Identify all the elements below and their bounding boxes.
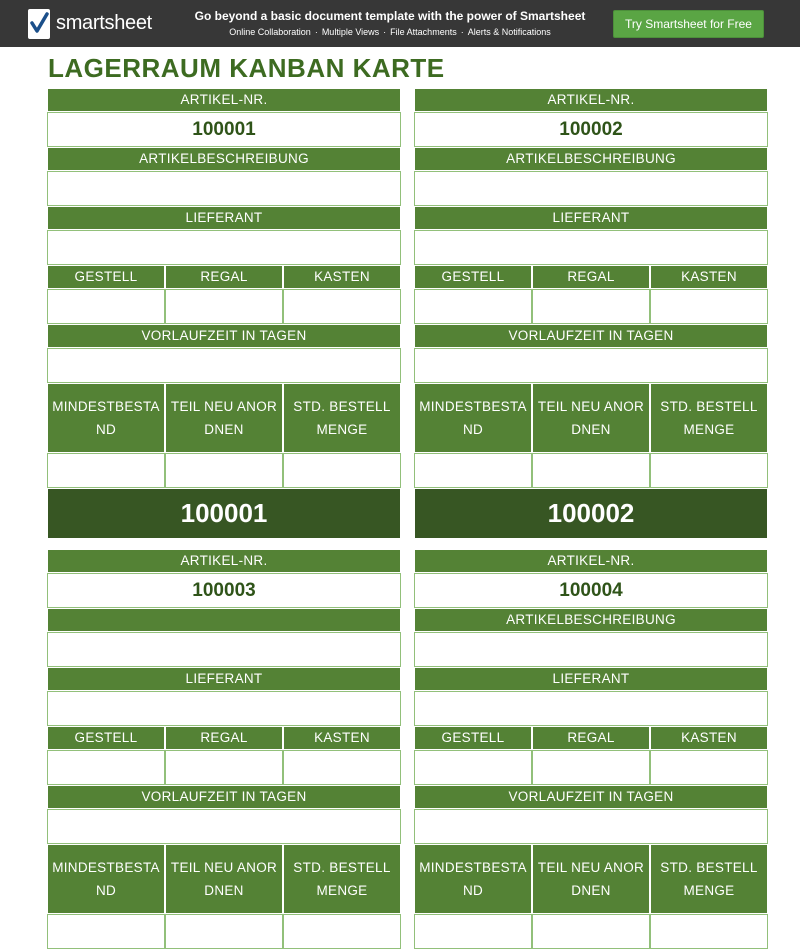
- gestell-field[interactable]: [47, 289, 165, 324]
- vorlaufzeit-label: VORLAUFZEIT IN TAGEN: [47, 324, 401, 348]
- lieferant-field[interactable]: [414, 230, 768, 265]
- kasten-field[interactable]: [650, 750, 768, 785]
- feature-item: Alerts & Notifications: [467, 27, 551, 37]
- regal-field[interactable]: [165, 750, 283, 785]
- regal-field[interactable]: [532, 289, 650, 324]
- regal-field[interactable]: [165, 289, 283, 324]
- banner-features: Online Collaboration · Multiple Views · File Attachments · Alerts & Notifications: [229, 27, 551, 37]
- feature-item: Online Collaboration: [229, 27, 311, 37]
- std-bestellmenge-label: STD. BESTELLMENGE: [283, 383, 401, 453]
- gestell-field[interactable]: [414, 750, 532, 785]
- lieferant-label: LIEFERANT: [414, 206, 768, 230]
- mindestbestand-field[interactable]: [47, 914, 165, 949]
- lieferant-field[interactable]: [414, 691, 768, 726]
- mindestbestand-field[interactable]: [414, 914, 532, 949]
- kasten-label: KASTEN: [650, 726, 768, 750]
- kasten-label: KASTEN: [650, 265, 768, 289]
- kasten-field[interactable]: [283, 750, 401, 785]
- artikel-nr-label: ARTIKEL-NR.: [414, 549, 768, 573]
- beschreibung-label: ARTIKELBESCHREIBUNG: [414, 608, 768, 632]
- page-title: LAGERRAUM KANBAN KARTE: [48, 53, 445, 83]
- kanban-card: [414, 549, 768, 949]
- try-free-button[interactable]: Try Smartsheet for Free: [613, 10, 764, 38]
- teil-neu-label: TEIL NEU ANORDNEN: [165, 383, 283, 453]
- vorlaufzeit-label: VORLAUFZEIT IN TAGEN: [414, 324, 768, 348]
- gestell-label: GESTELL: [47, 726, 165, 750]
- logo-text: smartsheet: [56, 12, 152, 34]
- banner-tagline: Go beyond a basic document template with the power of Smartsheet: [194, 9, 586, 23]
- kasten-label: KASTEN: [283, 265, 401, 289]
- std-bestellmenge-label: STD. BESTELLMENGE: [283, 844, 401, 914]
- beschreibung-field[interactable]: [414, 632, 768, 667]
- std-bestellmenge-field[interactable]: [283, 914, 401, 949]
- vorlaufzeit-field[interactable]: [414, 348, 768, 383]
- artikel-nr-value: 100003: [47, 573, 401, 608]
- teil-neu-field[interactable]: [532, 453, 650, 488]
- vorlaufzeit-field[interactable]: [414, 809, 768, 844]
- teil-neu-label: TEIL NEU ANORDNEN: [532, 383, 650, 453]
- kanban-card: [47, 549, 401, 949]
- card-footer-id: 100002: [414, 488, 768, 539]
- vorlaufzeit-label: VORLAUFZEIT IN TAGEN: [47, 785, 401, 809]
- beschreibung-field[interactable]: [414, 171, 768, 206]
- artikel-nr-label: ARTIKEL-NR.: [47, 549, 401, 573]
- gestell-label: GESTELL: [47, 265, 165, 289]
- gestell-label: GESTELL: [414, 265, 532, 289]
- teil-neu-label: TEIL NEU ANORDNEN: [532, 844, 650, 914]
- vorlaufzeit-field[interactable]: [47, 809, 401, 844]
- smartsheet-logo[interactable]: [28, 9, 152, 39]
- vorlaufzeit-label: VORLAUFZEIT IN TAGEN: [414, 785, 768, 809]
- std-bestellmenge-label: STD. BESTELLMENGE: [650, 844, 768, 914]
- regal-label: REGAL: [165, 265, 283, 289]
- beschreibung-field[interactable]: [47, 632, 401, 667]
- artikel-nr-value: 100002: [414, 112, 768, 147]
- artikel-nr-label: ARTIKEL-NR.: [47, 88, 401, 112]
- regal-label: REGAL: [532, 726, 650, 750]
- regal-field[interactable]: [532, 750, 650, 785]
- mindestbestand-label: MINDESTBESTAND: [414, 383, 532, 453]
- mindestbestand-label: MINDESTBESTAND: [414, 844, 532, 914]
- feature-item: File Attachments: [390, 27, 457, 37]
- mindestbestand-label: MINDESTBESTAND: [47, 844, 165, 914]
- beschreibung-label: [47, 608, 401, 632]
- kanban-card: [47, 88, 401, 539]
- lieferant-label: LIEFERANT: [47, 667, 401, 691]
- teil-neu-label: TEIL NEU ANORDNEN: [165, 844, 283, 914]
- kasten-field[interactable]: [650, 289, 768, 324]
- lieferant-label: LIEFERANT: [47, 206, 401, 230]
- feature-item: Multiple Views: [321, 27, 380, 37]
- checkmark-icon: [28, 9, 50, 39]
- mindestbestand-field[interactable]: [47, 453, 165, 488]
- artikel-nr-value: 100001: [47, 112, 401, 147]
- kasten-label: KASTEN: [283, 726, 401, 750]
- teil-neu-field[interactable]: [165, 453, 283, 488]
- beschreibung-label: ARTIKELBESCHREIBUNG: [47, 147, 401, 171]
- gestell-label: GESTELL: [414, 726, 532, 750]
- gestell-field[interactable]: [47, 750, 165, 785]
- artikel-nr-value: 100004: [414, 573, 768, 608]
- gestell-field[interactable]: [414, 289, 532, 324]
- std-bestellmenge-field[interactable]: [650, 914, 768, 949]
- beschreibung-field[interactable]: [47, 171, 401, 206]
- lieferant-field[interactable]: [47, 691, 401, 726]
- mindestbestand-field[interactable]: [414, 453, 532, 488]
- promo-banner: [0, 0, 800, 47]
- lieferant-label: LIEFERANT: [414, 667, 768, 691]
- teil-neu-field[interactable]: [532, 914, 650, 949]
- std-bestellmenge-field[interactable]: [650, 453, 768, 488]
- mindestbestand-label: MINDESTBESTAND: [47, 383, 165, 453]
- lieferant-field[interactable]: [47, 230, 401, 265]
- kasten-field[interactable]: [283, 289, 401, 324]
- vorlaufzeit-field[interactable]: [47, 348, 401, 383]
- regal-label: REGAL: [165, 726, 283, 750]
- regal-label: REGAL: [532, 265, 650, 289]
- beschreibung-label: ARTIKELBESCHREIBUNG: [414, 147, 768, 171]
- teil-neu-field[interactable]: [165, 914, 283, 949]
- card-footer-id: 100001: [47, 488, 401, 539]
- kanban-card: [414, 88, 768, 539]
- artikel-nr-label: ARTIKEL-NR.: [414, 88, 768, 112]
- std-bestellmenge-label: STD. BESTELLMENGE: [650, 383, 768, 453]
- std-bestellmenge-field[interactable]: [283, 453, 401, 488]
